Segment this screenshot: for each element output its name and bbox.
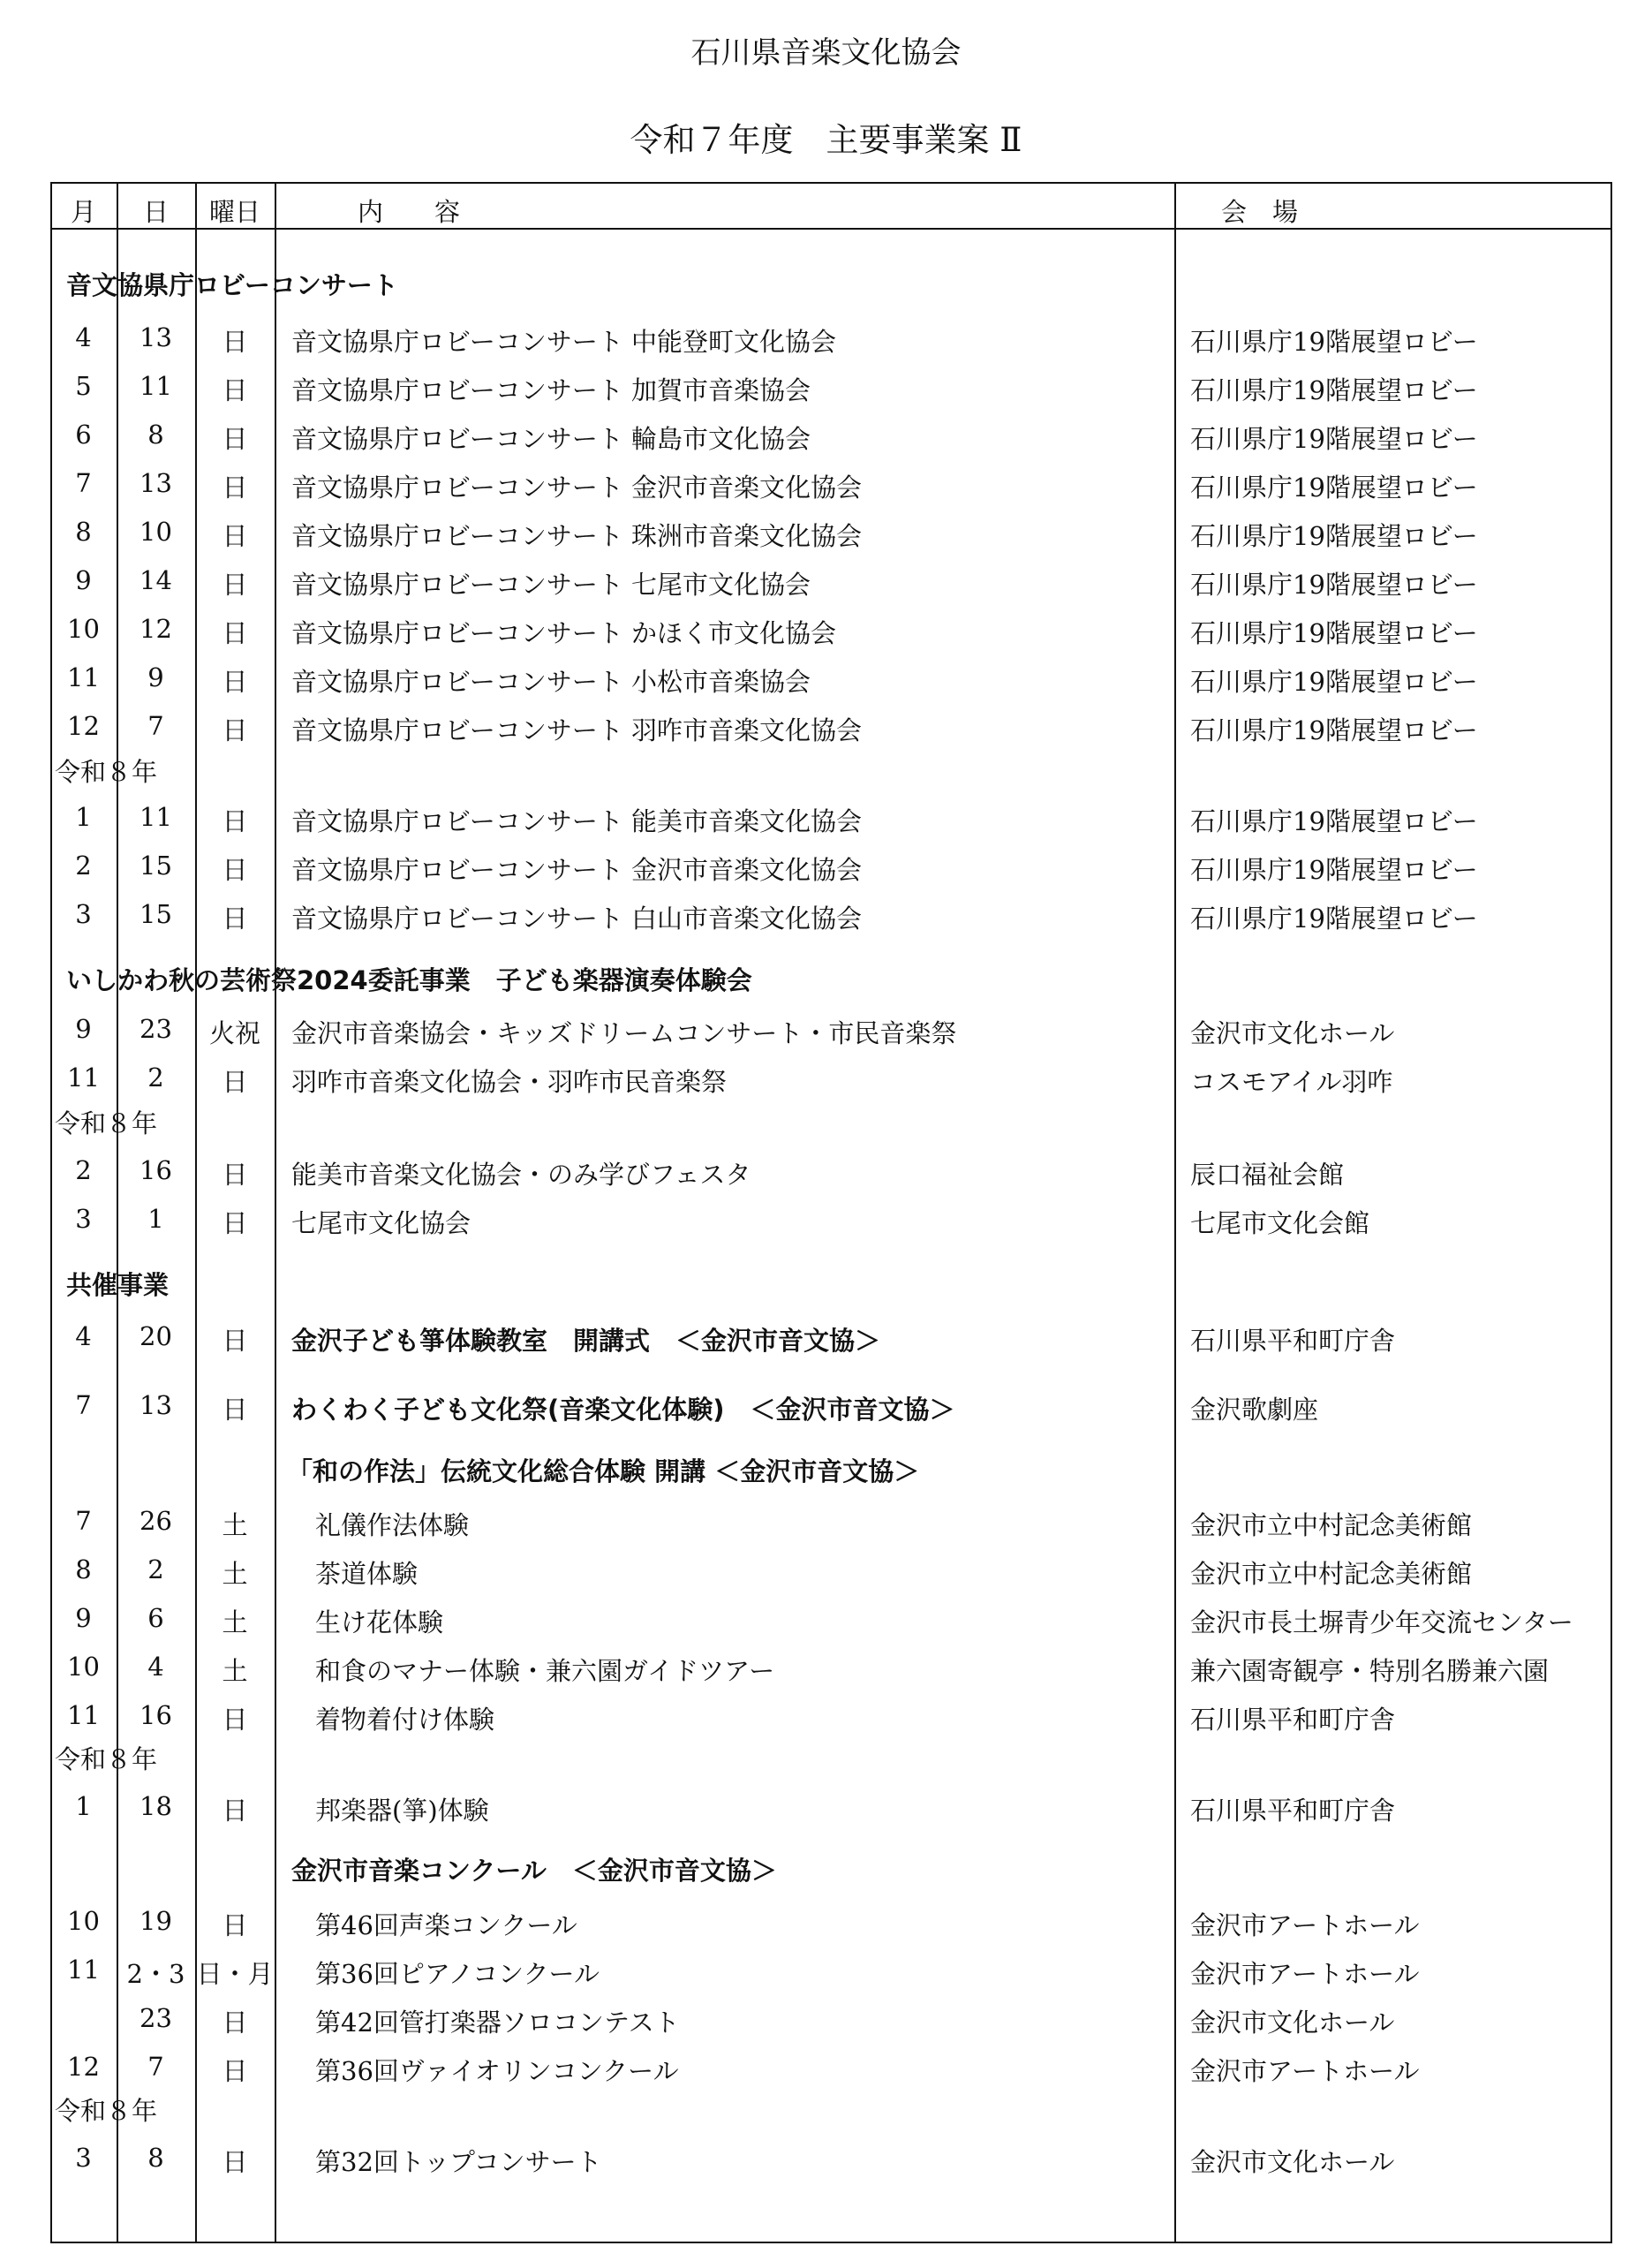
cell-weekday: 日 [222,327,248,357]
cell-month: 11 [67,1062,100,1093]
cell-venue: 石川県庁19階展望ロビー [1190,473,1478,503]
cell-venue: 石川県平和町庁舎 [1190,1326,1396,1356]
header-weekday: 曜日 [208,197,260,227]
cell-month: 4 [75,322,92,352]
table-row [0,1596,1652,1640]
cell-content: 礼儀作法体験 [315,1510,470,1540]
table-row [0,1197,1652,1241]
cell-day: 11 [140,371,172,401]
cell-day: 26 [140,1506,172,1536]
cell-day: 8 [147,420,164,450]
cell-weekday: 日・月 [196,1959,274,1989]
cell-day: 23 [140,2003,172,2033]
header-divider [50,228,1612,230]
cell-weekday: 日 [222,1705,248,1735]
cell-day: 13 [140,322,172,352]
cell-venue: 七尾市文化会館 [1190,1208,1370,1238]
cell-weekday: 日 [222,375,248,405]
cell-content: 生け花体験 [315,1607,444,1637]
cell-day: 16 [140,1700,172,1730]
table-row [0,1383,1652,1427]
cell-weekday: 土 [222,1559,248,1589]
cell-venue: 金沢市立中村記念美術館 [1190,1510,1473,1540]
cell-weekday: 日 [222,1910,248,1940]
section-title: 金沢市音楽コンクール ＜金沢市音文協＞ [291,1856,777,1886]
cell-venue: 石川県庁19階展望ロビー [1190,855,1478,885]
cell-weekday: 日 [222,570,248,600]
cell-content: わくわく子ども文化祭(音楽文化体験) ＜金沢市音文協＞ [291,1395,955,1425]
cell-weekday: 日 [222,667,248,697]
cell-content: 音文協県庁ロビーコンサート 羽咋市音楽文化協会 [291,715,863,745]
cell-content: 第46回声楽コンクール [315,1910,577,1940]
year-label: 令和８年 [55,2096,158,2126]
cell-content: 金沢市音楽協会・キッズドリームコンサート・市民音楽祭 [291,1018,957,1048]
cell-venue: 金沢市文化ホール [1190,1018,1395,1048]
cell-weekday: 日 [222,473,248,503]
cell-weekday: 日 [222,904,248,934]
table-row [0,315,1652,359]
cell-venue: 金沢市長土塀青少年交流センター [1190,1607,1573,1637]
cell-content: 音文協県庁ロビーコンサート 七尾市文化協会 [291,570,811,600]
cell-content: 第32回トップコンサート [315,2147,602,2177]
cell-weekday: 日 [222,855,248,885]
cell-weekday: 火祝 [208,1018,260,1048]
cell-day: 2 [147,1554,164,1584]
cell-day: 9 [147,662,164,692]
cell-weekday: 日 [222,806,248,836]
table-row [0,607,1652,651]
cell-weekday: 土 [222,1510,248,1540]
cell-content: 音文協県庁ロビーコンサート 白山市音楽文化協会 [291,904,863,934]
cell-weekday: 日 [222,1395,248,1425]
cell-venue: 石川県庁19階展望ロビー [1190,618,1478,648]
cell-weekday: 日 [222,2056,248,2086]
cell-day: 13 [140,1390,172,1420]
cell-venue: 金沢市アートホール [1190,1910,1420,1940]
cell-day: 23 [140,1014,172,1044]
cell-month: 10 [67,1652,100,1682]
cell-day: 8 [147,2143,164,2173]
cell-day: 20 [140,1321,172,1351]
cell-content: 音文協県庁ロビーコンサート かほく市文化協会 [291,618,837,648]
cell-day: 7 [147,2052,164,2082]
table-row [0,461,1652,505]
cell-day: 12 [140,614,172,644]
section-title: 音文協県庁ロビーコンサート [66,270,398,300]
cell-content: 第36回ピアノコンクール [315,1959,600,1989]
table-row [0,704,1652,748]
cell-day: 11 [140,802,172,832]
cell-month: 6 [75,420,92,450]
table-row [0,510,1652,554]
cell-content: 音文協県庁ロビーコンサート 輪島市文化協会 [291,424,811,454]
cell-venue: 石川県庁19階展望ロビー [1190,570,1478,600]
cell-month: 9 [75,565,92,595]
cell-content: 音文協県庁ロビーコンサート 珠洲市音楽文化協会 [291,521,863,551]
cell-month: 10 [67,1906,100,1936]
cell-content: 音文協県庁ロビーコンサート 小松市音楽協会 [291,667,811,697]
cell-weekday: 日 [222,424,248,454]
cell-day: 14 [140,565,172,595]
table-row [0,558,1652,602]
table-row [0,2136,1652,2180]
cell-weekday: 日 [222,2008,248,2038]
cell-content: 第36回ヴァイオリンコンクール [315,2056,679,2086]
cell-month: 2 [75,1155,92,1185]
cell-venue: 石川県庁19階展望ロビー [1190,424,1478,454]
cell-month: 7 [75,1506,92,1536]
cell-venue: 金沢市アートホール [1190,1959,1420,1989]
cell-content: 羽咋市音楽文化協会・羽咋市民音楽祭 [291,1067,728,1097]
table-row [0,1547,1652,1592]
header-venue: 会 場 [1221,197,1299,227]
cell-month: 7 [75,468,92,498]
cell-day: 16 [140,1155,172,1185]
cell-weekday: 土 [222,1607,248,1637]
cell-day: 2 [147,1062,164,1093]
table-row [0,1499,1652,1543]
cell-venue: 石川県平和町庁舎 [1190,1705,1396,1735]
cell-venue: 石川県庁19階展望ロビー [1190,327,1478,357]
cell-month: 3 [75,899,92,929]
table-row [0,1055,1652,1100]
cell-venue: コスモアイル羽咋 [1190,1067,1393,1097]
cell-venue: 金沢市立中村記念美術館 [1190,1559,1473,1589]
header-month: 月 [70,197,96,227]
organization-title: 石川県音楽文化協会 [690,35,962,71]
table-row [0,795,1652,839]
cell-month: 7 [75,1390,92,1420]
cell-content: 音文協県庁ロビーコンサート 金沢市音楽文化協会 [291,855,863,885]
cell-venue: 金沢市文化ホール [1190,2147,1395,2177]
cell-month: 12 [67,711,100,741]
cell-weekday: 日 [222,618,248,648]
cell-day: 1 [147,1204,164,1234]
table-row [0,1314,1652,1358]
cell-weekday: 日 [222,1796,248,1826]
cell-weekday: 土 [222,1656,248,1686]
table-row [0,412,1652,457]
cell-day: 6 [147,1603,164,1633]
table-row [0,655,1652,699]
cell-day: 2・3 [126,1959,185,1989]
cell-month: 12 [67,2052,100,2082]
cell-month: 10 [67,614,100,644]
cell-content: 茶道体験 [315,1559,419,1589]
table-row [0,1693,1652,1737]
section-title: 共催事業 [66,1270,170,1300]
header-content: 内 容 [358,197,461,227]
year-label: 令和８年 [55,1108,158,1138]
cell-content: 第42回管打楽器ソロコンテスト [315,2008,680,2038]
year-label: 令和８年 [55,757,158,787]
cell-content: 音文協県庁ロビーコンサート 能美市音楽文化協会 [291,806,863,836]
cell-day: 19 [140,1906,172,1936]
cell-weekday: 日 [222,1067,248,1097]
cell-month: 3 [75,2143,92,2173]
header-day: 日 [142,197,169,227]
cell-month: 8 [75,517,92,547]
cell-day: 15 [140,851,172,881]
cell-venue: 兼六園寄観亭・特別名勝兼六園 [1190,1656,1550,1686]
cell-day: 13 [140,468,172,498]
table-row [0,1899,1652,1943]
cell-month: 5 [75,371,92,401]
cell-month: 4 [75,1321,92,1351]
cell-content: 音文協県庁ロビーコンサート 金沢市音楽文化協会 [291,473,863,503]
cell-venue: 辰口福祉会館 [1190,1160,1345,1190]
table-row [0,364,1652,408]
table-row [0,843,1652,888]
year-label: 令和８年 [55,1744,158,1774]
cell-month: 8 [75,1554,92,1584]
cell-content: 邦楽器(箏)体験 [315,1796,489,1826]
cell-content: 和食のマナー体験・兼六園ガイドツアー [315,1656,775,1686]
table-row [0,1947,1652,1992]
table-row [0,1645,1652,1689]
cell-venue: 石川県庁19階展望ロビー [1190,715,1478,745]
cell-month: 1 [75,1791,92,1821]
cell-content: 音文協県庁ロビーコンサート 中能登町文化協会 [291,327,837,357]
cell-venue: 金沢歌劇座 [1190,1395,1319,1425]
cell-weekday: 日 [222,715,248,745]
document-title: 令和７年度 主要事業案 Ⅱ [630,121,1022,159]
cell-venue: 石川県庁19階展望ロビー [1190,806,1478,836]
cell-content: 着物着付け体験 [315,1705,495,1735]
cell-weekday: 日 [222,1326,248,1356]
cell-weekday: 日 [222,1208,248,1238]
cell-month: 11 [67,662,100,692]
cell-month: 11 [67,1955,100,1985]
cell-day: 10 [140,517,172,547]
cell-venue: 金沢市アートホール [1190,2056,1420,2086]
cell-month: 3 [75,1204,92,1234]
section-title: いしかわ秋の芸術祭2024委託事業 子ども楽器演奏体験会 [66,965,752,995]
table-row [0,1996,1652,2040]
cell-month: 11 [67,1700,100,1730]
cell-weekday: 日 [222,1160,248,1190]
cell-venue: 石川県庁19階展望ロビー [1190,667,1478,697]
cell-content: 能美市音楽文化協会・のみ学びフェスタ [291,1160,751,1190]
section-title: 「和の作法」伝統文化総合体験 開講 ＜金沢市音文協＞ [287,1456,920,1486]
table-row [0,2045,1652,2089]
cell-content: 音文協県庁ロビーコンサート 加賀市音楽協会 [291,375,811,405]
table-row [0,1784,1652,1828]
cell-weekday: 日 [222,2147,248,2177]
table-row [0,1148,1652,1192]
cell-venue: 石川県平和町庁舎 [1190,1796,1396,1826]
cell-venue: 石川県庁19階展望ロビー [1190,521,1478,551]
cell-weekday: 日 [222,521,248,551]
cell-month: 2 [75,851,92,881]
cell-month: 9 [75,1603,92,1633]
cell-venue: 石川県庁19階展望ロビー [1190,375,1478,405]
table-row [0,892,1652,936]
cell-day: 15 [140,899,172,929]
cell-day: 18 [140,1791,172,1821]
cell-day: 7 [147,711,164,741]
table-row [0,1007,1652,1051]
cell-month: 1 [75,802,92,832]
cell-month: 9 [75,1014,92,1044]
cell-venue: 石川県庁19階展望ロビー [1190,904,1478,934]
cell-content: 七尾市文化協会 [291,1208,471,1238]
cell-venue: 金沢市文化ホール [1190,2008,1395,2038]
cell-content: 金沢子ども箏体験教室 開講式 ＜金沢市音文協＞ [291,1326,881,1356]
cell-day: 4 [147,1652,164,1682]
